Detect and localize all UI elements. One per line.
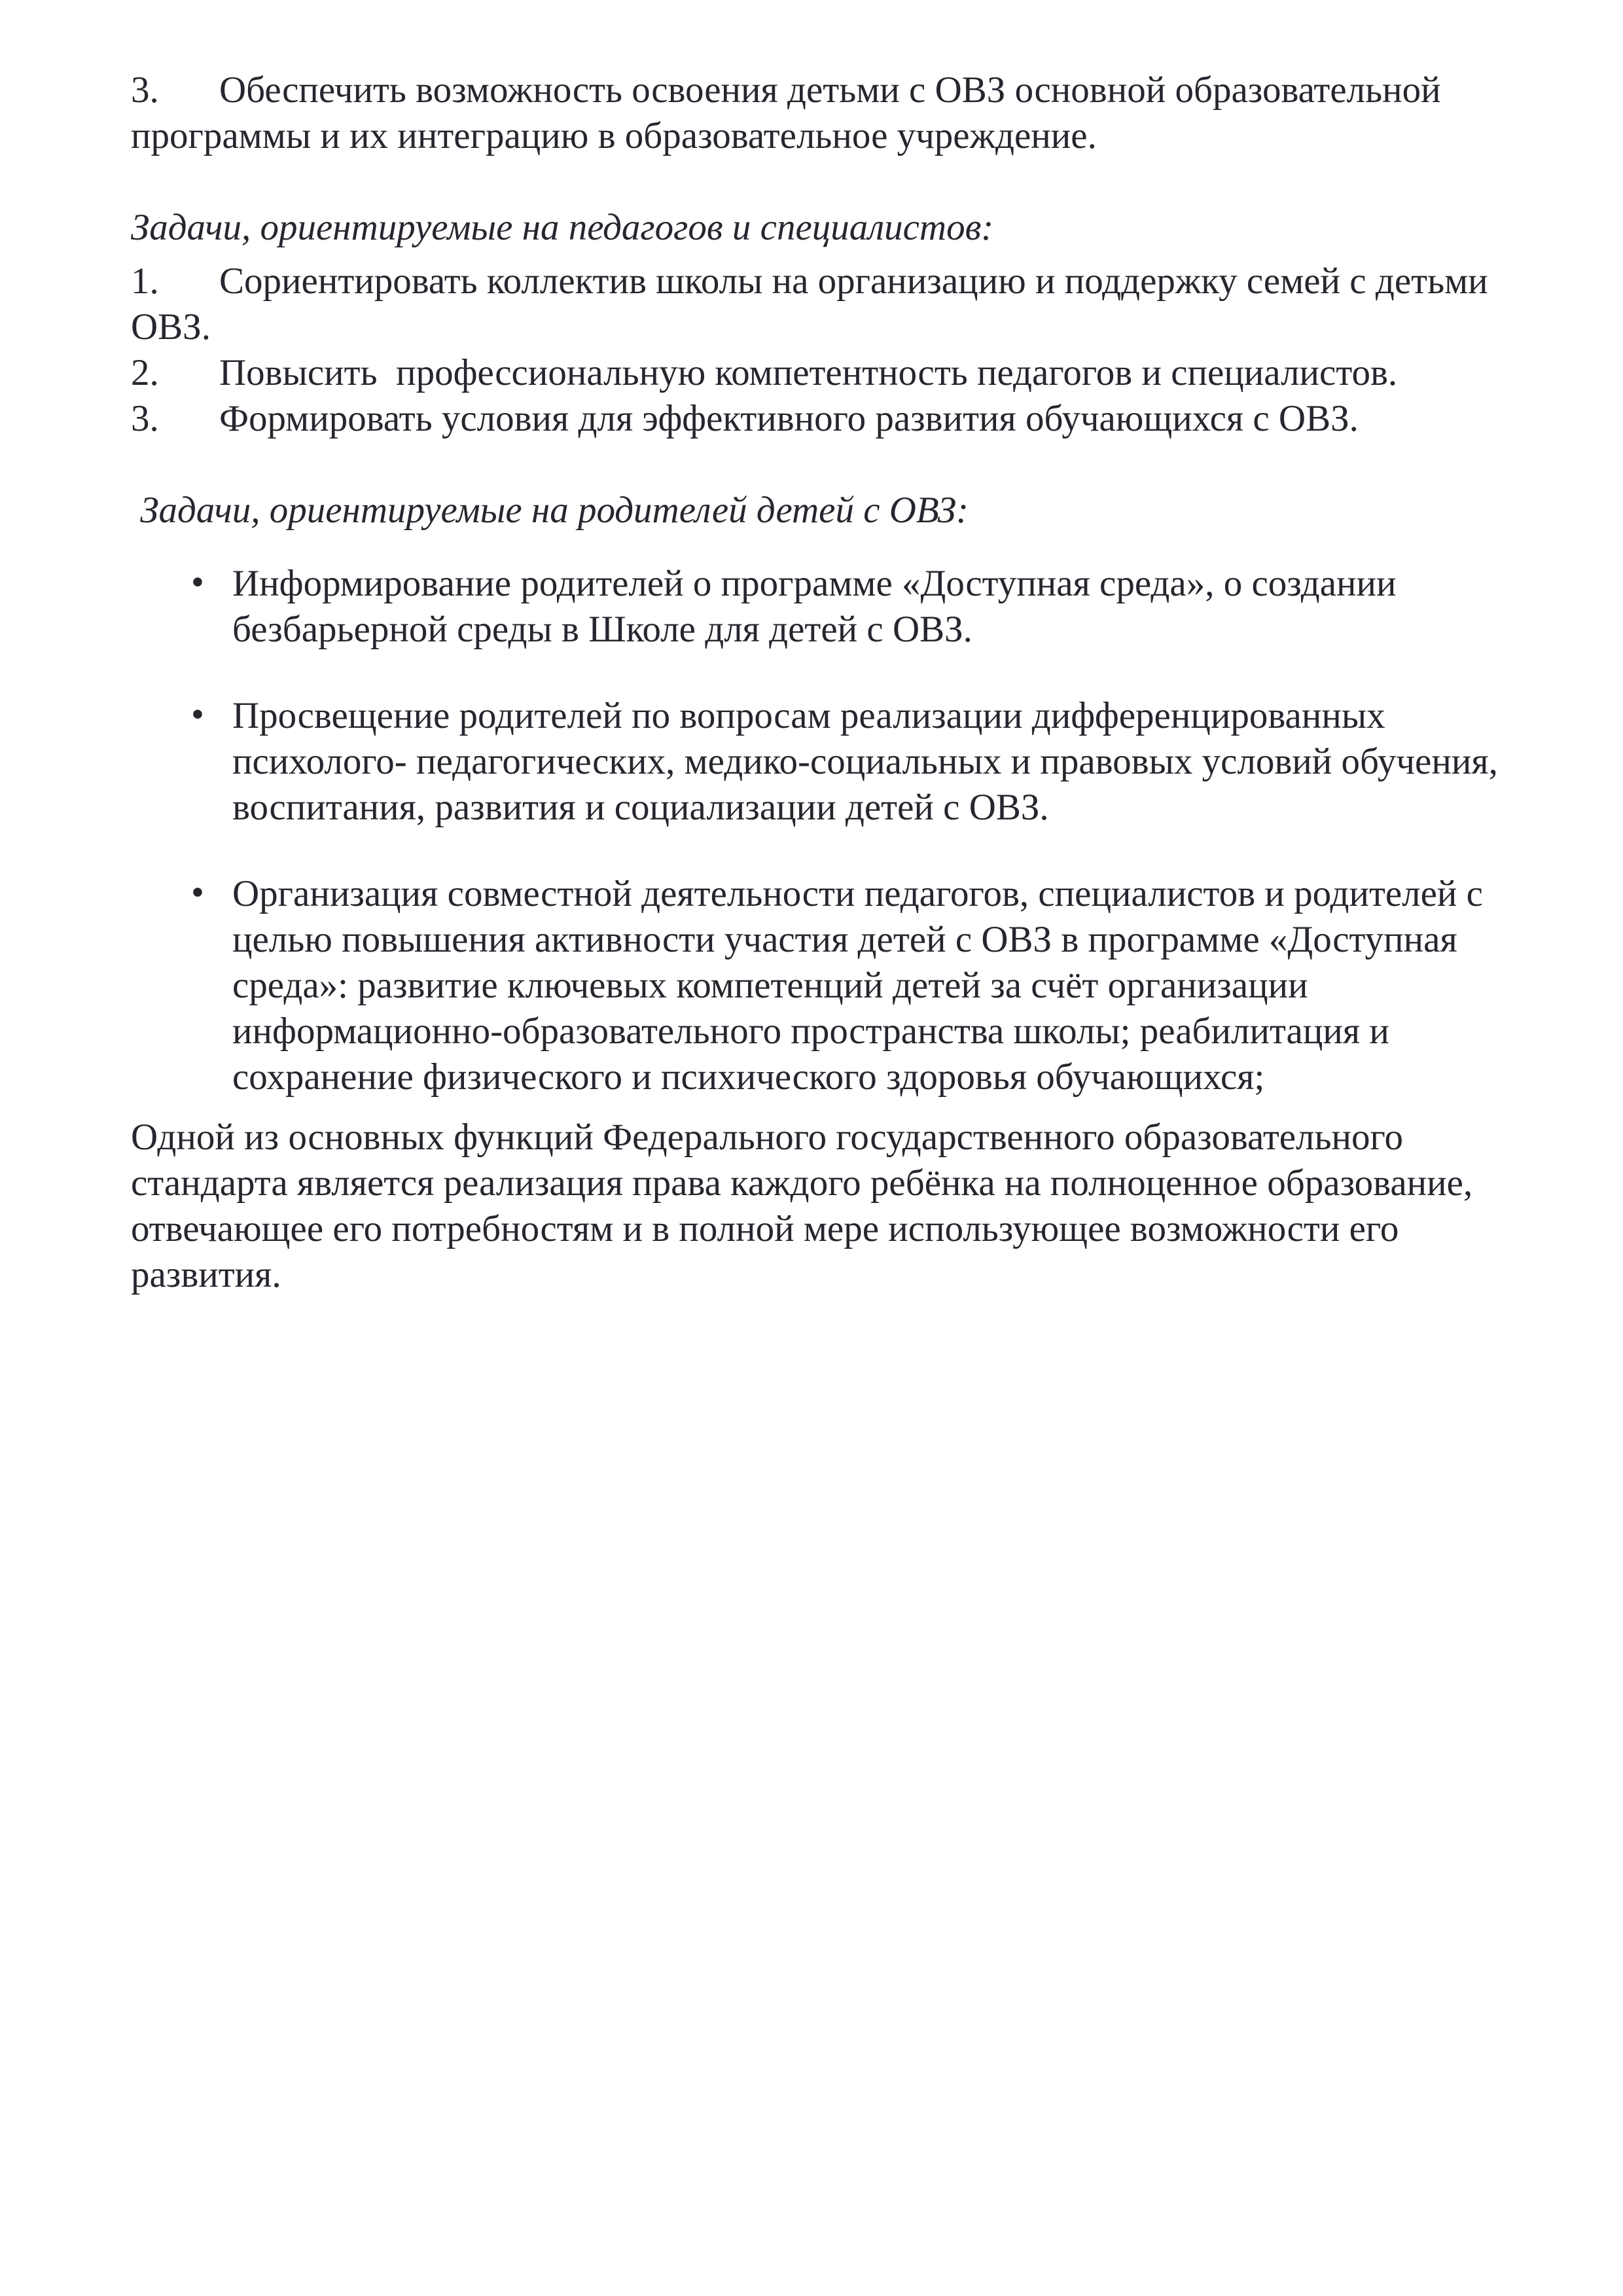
bullet-icon: • bbox=[191, 562, 204, 603]
item-text: Сориентировать коллектив школы на организацию и поддержку семей с детьми ОВЗ. bbox=[131, 260, 1488, 348]
bullet-text: Информирование родителей о программе «Доступная среда», о создании безбарьерной среды в Школе для детей с ОВЗ. bbox=[232, 563, 1397, 650]
bullet-icon: • bbox=[191, 872, 204, 913]
bullet-text: Просвещение родителей по вопросам реализации дифференцированных психолого- педагогических, медико-социальных и правовых условий обучения, воспитания, развития и социализации детей с ОВЗ. bbox=[232, 695, 1498, 828]
item-text: Обеспечить возможность освоения детьми с ОВЗ основной образовательной программы и их интеграцию в образовательное учреждение. bbox=[131, 69, 1441, 156]
teachers-item-1 bbox=[131, 259, 1502, 350]
item-number: 2. bbox=[131, 352, 159, 393]
bullet-text: Организация совместной деятельности педагогов, специалистов и родителей с целью повышения активности участия детей с ОВЗ в программе «Доступная среда»: развитие ключевых компетенций детей за счёт организации информационно-образовательного пространства школы; реабилитация и сохранение физического и психического здоровья обучающихся; bbox=[232, 873, 1483, 1098]
item-number: 3. bbox=[131, 398, 159, 439]
bullet-icon: • bbox=[191, 694, 204, 735]
vertical-spacer bbox=[131, 442, 1502, 488]
item-number: 1. bbox=[131, 260, 159, 302]
tasks-teachers-heading: Задачи, ориентируемые на педагогов и специалистов: bbox=[131, 207, 994, 248]
parents-bullet-list bbox=[131, 561, 1502, 1100]
item-number: 3. bbox=[131, 69, 159, 111]
list-item bbox=[131, 871, 1502, 1100]
list-item bbox=[131, 561, 1502, 653]
teachers-item-2 bbox=[131, 350, 1502, 396]
item-text: Формировать условия для эффективного развития обучающихся с ОВЗ. bbox=[219, 398, 1359, 439]
teachers-item-3 bbox=[131, 396, 1502, 442]
numbered-item-3-intro bbox=[131, 67, 1502, 159]
item-text: Повысить профессиональную компетентность педагогов и специалистов. bbox=[219, 352, 1398, 393]
tasks-parents-heading: Задачи, ориентируемые на родителей детей с ОВЗ: bbox=[131, 490, 969, 531]
list-item bbox=[131, 693, 1502, 831]
closing-paragraph: Одной из основных функций Федерального государственного образовательного стандарта является реализация права каждого ребёнка на полноценное образование, отвечающее его потребностям и в полной мере использующее возможности его развития. bbox=[131, 1117, 1473, 1295]
